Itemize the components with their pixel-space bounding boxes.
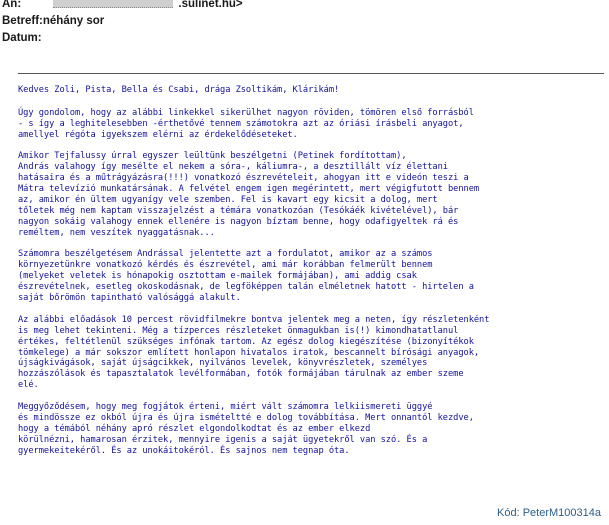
redacted-address	[53, 0, 173, 8]
subject-row	[2, 15, 104, 27]
paragraph-4: Az alábbi előadások 10 percest rövidfilmekre bontva jelentek meg a neten, így részletenként is meg lehet tekinteni. Még a tízperces részleteket önmagukban is(!) kimondhatatlanul értékes, feltétlenül szükséges infónak tartom. Az egész dolog kiegészítése (bizonyítékok tömkelege) a már sokszor említett honlapon hivatalos iratok, bescannelt bírósági anyagok, újságkivágások, saját újságcikkek, nyilvános levelek, könyvrészletek, személyes hozzászólások és tapasztalatok levélformában, fotók formájában tárulnak az ember szeme elé.	[18, 314, 490, 391]
header-divider	[18, 73, 604, 74]
letter-body	[18, 85, 608, 467]
paragraph-3: Számomra beszélgetésem Andrással jelentette azt a fordulatot, amikor az a számos környezetünkre vonatkozó kérdés és észrevétel, ami már korábban felmerült bennem (melyeket veletek is hónapokig osztottam e-mailek formájában), ami addig csak észrevételnek, esetleg okoskodásnak, de legföképpen talán elméletnek hatott - hirtelen a saját bőrömön tapintható valósággá alakult.	[18, 249, 474, 304]
to-value: .sulinet.hu>	[178, 0, 243, 10]
date-label: Datum:	[2, 32, 42, 44]
subject-value: néhány sor	[42, 15, 105, 27]
subject-label: Betreff:	[2, 15, 43, 27]
greeting: Kedves Zoli, Pista, Bella és Csabi, drága Zsoltikám, Klárikám!	[18, 85, 340, 95]
date-row	[2, 32, 50, 44]
to-row	[2, 0, 243, 10]
paragraph-2: Amikor Tejfalussy úrral egyszer leültünk beszélgetni (Petinek fordítottam), András valahogy így mesélte el nekem a sóra-, káliumra-, a desztillált víz élettani hatásaira és a műtrágyázásra(!!!) vonatkozó észrevételeit, ahogyan itt e videón teszi a Mátra televízió munkatársának. A felvétel engem igen megérintett, mert végigfutott bennem az, amikor én ültem ugyanígy vele szemben. Fel is kavart egy kicsit a dolog, mert tőletek még nem kaptam visszajelzést a témára vonatkozóan (Tesókáék kivételével), bár nagyon sokáig valahogy ennek ellenére is nagyon bíztam benne, hogy odafigyeltek rá és reméltem, nem veszítek nyaggatásnak...	[18, 151, 480, 238]
to-label: An:	[2, 0, 22, 10]
document-code: Kód: PeterM100314a	[497, 507, 601, 519]
paragraph-5: Meggyőződésem, hogy meg fogjátok érteni, miért vált számomra lelkiismereti üggyé és mindössze ez okból újra és újra ismételtté e dolog továbbítása. Mert onnantól kezdve, hogy a témából néhány apró részlet elgondolkodtat és az ember elkezd körülnézni, hamarosan érzitek, mennyire igenis a saját ügyetekről van szó. És a gyermekeitekéről. És az unokáitokéról. És sajnos nem tegnap óta.	[18, 401, 474, 456]
paragraph-1: Úgy gondolom, hogy az alábbi linkekkel sikerülhet nagyon röviden, tömören első forrásból - s így a leghitelesebben -érthetővé tennem számotokra azt az óriási írásbeli anyagot, amellyel régóta igyekszem elérni az érdekelődéseteket.	[18, 107, 474, 140]
